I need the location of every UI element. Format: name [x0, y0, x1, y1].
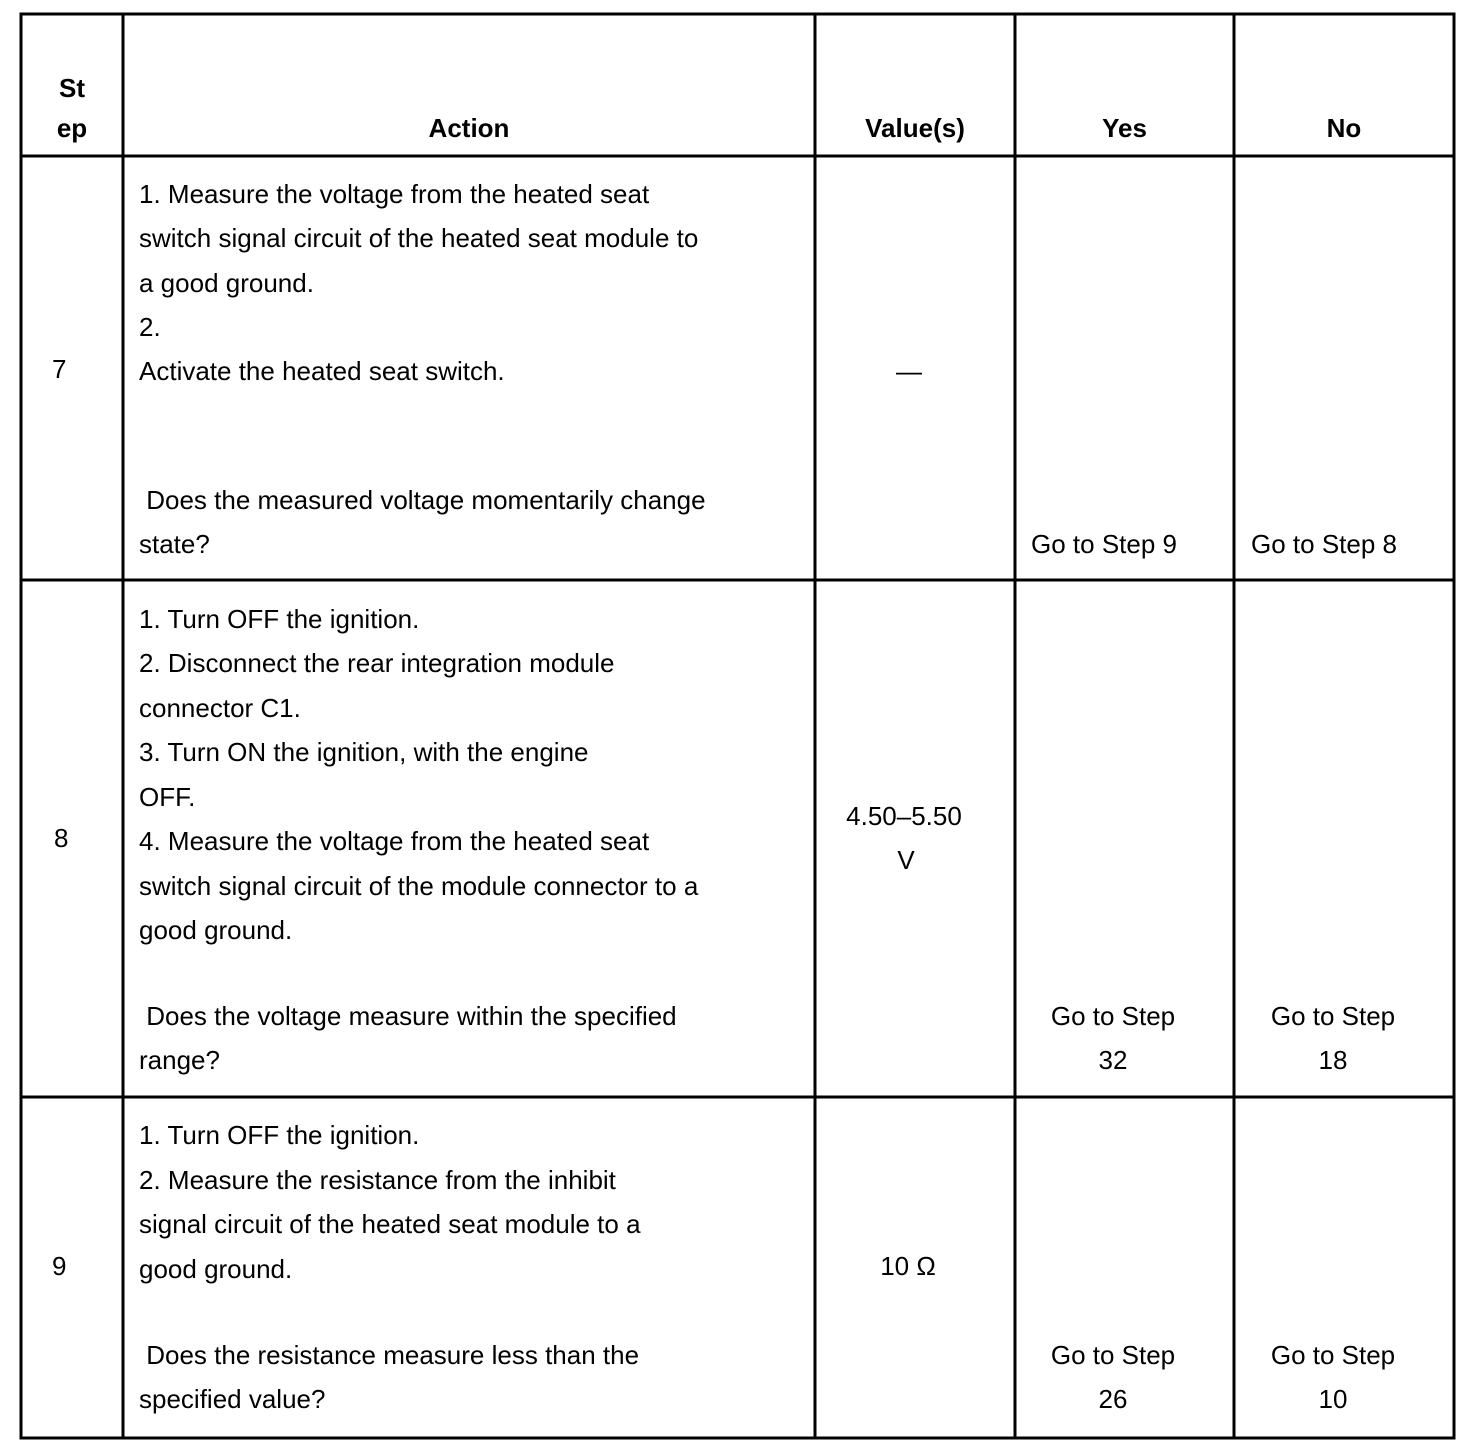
question-line: range? [139, 1045, 220, 1075]
no-line: Go to Step [1270, 1001, 1396, 1031]
action-line: connector C1. [139, 693, 301, 723]
action-line: Activate the heated seat switch. [139, 356, 505, 386]
header-no: No [1326, 113, 1362, 143]
yes-line: 32 [1098, 1045, 1128, 1075]
action-line: switch signal circuit of the module connector to a [139, 871, 699, 901]
yes-line: Go to Step [1050, 1340, 1176, 1370]
question-line: Does the measured voltage momentarily change [139, 485, 706, 515]
action-line: 1. Turn OFF the ignition. [139, 604, 420, 634]
yes-line: 26 [1098, 1384, 1128, 1414]
action-line: 4. Measure the voltage from the heated seat [139, 826, 650, 856]
action-line: good ground. [139, 1254, 293, 1284]
action-line: 2. [139, 312, 161, 342]
header-yes: Yes [1102, 113, 1147, 143]
action-line: 1. Turn OFF the ignition. [139, 1120, 420, 1150]
action-line: 1. Measure the voltage from the heated seat [139, 179, 650, 209]
header-step-line2: ep [56, 113, 88, 143]
step-number: 9 [52, 1251, 67, 1281]
action-line: good ground. [139, 915, 293, 945]
header-step-line1: St [59, 73, 85, 103]
step-number: 8 [54, 823, 69, 853]
action-line: OFF. [139, 782, 196, 812]
value-line: V [897, 845, 915, 875]
no-line: 10 [1318, 1384, 1348, 1414]
value-line: — [896, 356, 922, 386]
value-line: 10 Ω [880, 1251, 936, 1281]
no-line: Go to Step 8 [1251, 529, 1397, 559]
value-line: 4.50–5.50 [846, 801, 962, 831]
action-line: switch signal circuit of the heated seat module to [139, 223, 699, 253]
yes-line: Go to Step [1050, 1001, 1176, 1031]
header-action: Action [428, 113, 510, 143]
question-line: Does the voltage measure within the specified [139, 1001, 677, 1031]
action-line: signal circuit of the heated seat module to a [139, 1209, 641, 1239]
action-line: a good ground. [139, 268, 314, 298]
action-line: 2. Disconnect the rear integration module [139, 648, 615, 678]
question-line: specified value? [139, 1384, 326, 1414]
action-line: 3. Turn ON the ignition, with the engine [139, 737, 589, 767]
header-values: Value(s) [865, 113, 965, 143]
no-line: Go to Step [1270, 1340, 1396, 1370]
yes-line: Go to Step 9 [1031, 529, 1177, 559]
action-line: 2. Measure the resistance from the inhibit [139, 1165, 616, 1195]
step-number: 7 [52, 354, 67, 384]
question-line: Does the resistance measure less than the [139, 1340, 640, 1370]
question-line: state? [139, 529, 210, 559]
no-line: 18 [1318, 1045, 1348, 1075]
